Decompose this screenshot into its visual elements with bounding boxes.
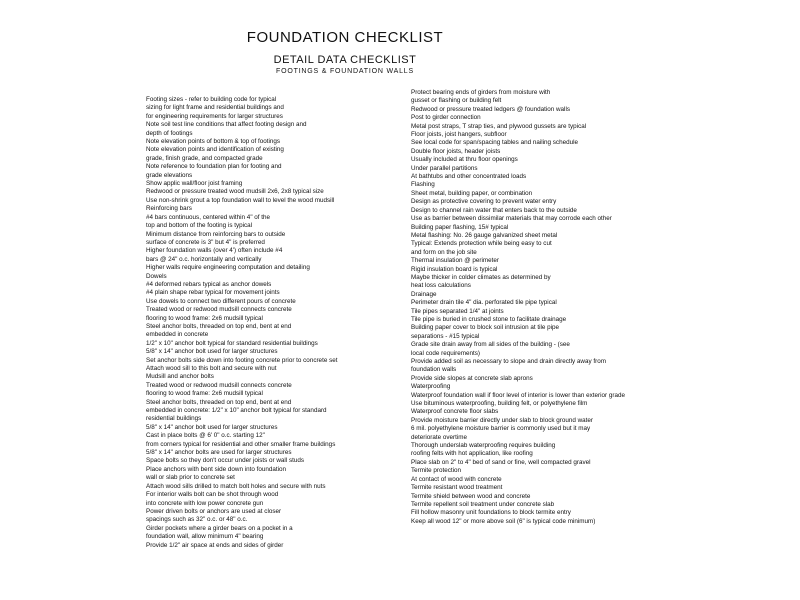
checklist-line: Cast in place bolts @ 6' 0" o.c. starting 12" xyxy=(146,432,265,440)
checklist-line: Maybe thicker in colder climates as determined by xyxy=(411,273,551,281)
checklist-line: Higher walls require engineering computation and detailing xyxy=(146,264,310,272)
checklist-line: At bathtubs and other concentrated loads xyxy=(411,173,527,181)
checklist-line: flooring to wood frame: 2x6 mudsill typical xyxy=(146,314,263,322)
checklist-line: Use bituminous waterproofing, building felt, or polyethylene film xyxy=(411,400,588,408)
checklist-line: Usually included at thru floor openings xyxy=(411,156,518,164)
checklist-line: Higher foundation walls (over 4') often include #4 xyxy=(146,247,283,255)
checklist-line: #4 deformed rebars typical as anchor dowels xyxy=(146,280,272,288)
checklist-line: Waterproofing xyxy=(411,383,451,391)
checklist-line: Grade site drain away from all sides of the building - (see xyxy=(411,341,570,349)
checklist-line: and form on the job site xyxy=(411,248,477,256)
right-column xyxy=(411,89,671,526)
checklist-line: Provide 1/2" air space at ends and sides of girder xyxy=(146,541,284,549)
checklist-line: Termite protection xyxy=(411,467,462,475)
checklist-line: For interior walls bolt can be shot through wood xyxy=(146,491,279,499)
checklist-line: Tile pipes separated 1/4" at joints xyxy=(411,307,504,315)
checklist-line: Girder pockets where a girder bears on a pocket in a xyxy=(146,524,293,532)
checklist-line: Treated wood or redwood mudsill connects concrete xyxy=(146,381,292,389)
checklist-line: Thorough underslab waterproofing requires building xyxy=(411,442,556,450)
checklist-line: Waterproof foundation wall if floor level of interior is lower than exterior grade xyxy=(411,391,625,399)
checklist-line: flooring to wood frame: 2x6 mudsill typical xyxy=(146,390,263,398)
checklist-line: Metal flashing: No. 26 gauge galvanized sheet metal xyxy=(411,231,558,239)
checklist-line: Redwood or pressure treated ledgers @ foundation walls xyxy=(411,105,571,113)
checklist-line: Place anchors with bent side down into foundation xyxy=(146,465,287,473)
checklist-line: for engineering requirements for larger structures xyxy=(146,112,283,120)
checklist-line: Thermal insulation @ perimeter xyxy=(411,257,499,265)
checklist-line: Waterproof concrete floor slabs xyxy=(411,408,499,416)
checklist-line: Design as protective covering to prevent water entry xyxy=(411,198,557,206)
checklist-line: 1/2" x 10" anchor bolt typical for standard residential buildings xyxy=(146,339,318,347)
checklist-line: Tile pipe is buried in crushed stone to facilitate drainage xyxy=(411,315,567,323)
checklist-line: heat loss calculations xyxy=(411,282,471,290)
page-title: FOUNDATION CHECKLIST xyxy=(246,29,444,46)
checklist-line: Termite resistant wood treatment xyxy=(411,484,503,492)
checklist-line: Mudsill and anchor bolts xyxy=(146,373,214,381)
checklist-line: into concrete with low power concrete gun xyxy=(146,499,264,507)
checklist-line: Perimeter drain tile 4" dia. perforated tile pipe typical xyxy=(411,299,557,307)
checklist-line: local code requirements) xyxy=(411,349,480,357)
checklist-line: from corners typical for residential and other smaller frame buildings xyxy=(146,440,336,448)
checklist-line: 5/8" x 14" anchor bolt used for larger structures xyxy=(146,423,278,431)
checklist-line: Termite repellent soil treatment under concrete slab xyxy=(411,500,555,508)
checklist-line: roofing felts with hot application, like roofing xyxy=(411,450,533,458)
checklist-line: Power driven bolts or anchors are used at closer xyxy=(146,507,282,515)
checklist-line: Termite shield between wood and concrete xyxy=(411,492,531,500)
checklist-line: Double floor joists, header joists xyxy=(411,147,501,155)
checklist-line: Minimum distance from reinforcing bars to outside xyxy=(146,230,286,238)
checklist-line: Sheet metal, building paper, or combination xyxy=(411,189,533,197)
checklist-line: Note elevation points and identification of existing xyxy=(146,146,284,154)
checklist-line: Keep all wood 12" or more above soil (6" is typical code minimum) xyxy=(411,517,596,525)
checklist-line: Building paper flashing, 15# typical xyxy=(411,223,509,231)
checklist-line: See local code for span/spacing tables and nailing schedule xyxy=(411,139,578,147)
checklist-line: Provide moisture barrier directly under slab to block ground water xyxy=(411,416,593,424)
checklist-line: grade, finish grade, and compacted grade xyxy=(146,154,263,162)
checklist-line: Use non-shrink grout a top foundation wall to level the wood mudsill xyxy=(146,196,335,204)
checklist-line: foundation wall, allow minimum 4" bearing xyxy=(146,533,264,541)
checklist-line: deteriorate overtime xyxy=(411,433,467,441)
checklist-line: Dowels xyxy=(146,272,167,280)
left-column xyxy=(146,96,408,550)
checklist-line: Post to girder connection xyxy=(411,114,481,122)
checklist-line: Attach wood sill to this bolt and secure with nut xyxy=(146,365,277,372)
checklist-line: Steel anchor bolts, threaded on top end, bent at end xyxy=(146,322,292,330)
page-subtitle: DETAIL DATA CHECKLIST xyxy=(273,54,417,66)
checklist-line: Show applic wall/floor joist framing xyxy=(146,180,243,188)
checklist-line: Place slab on 2" to 4" bed of sand or fine, well compacted gravel xyxy=(411,458,591,466)
checklist-line: separations - #15 typical xyxy=(411,332,480,340)
checklist-line: Set anchor bolts side down into footing concrete prior to concrete set xyxy=(146,356,338,364)
checklist-line: At contact of wood with concrete xyxy=(411,475,502,483)
checklist-line: Reinforcing bars xyxy=(146,205,192,213)
checklist-line: sizing for light frame and residential buildings and xyxy=(146,104,284,112)
checklist-line: 6 mil. polyethylene moisture barrier is commonly used but it may xyxy=(411,425,591,433)
checklist-line: Rigid insulation board is typical xyxy=(411,265,498,273)
checklist-line: grade elevations xyxy=(146,171,193,179)
checklist-line: Space bolts so they don't occur under joists or wall studs xyxy=(146,457,305,465)
checklist-line: bars @ 24" o.c. horizontally and vertically xyxy=(146,255,262,263)
checklist-line: gusset or flashing or building felt xyxy=(411,97,502,105)
checklist-line: foundation walls xyxy=(411,366,457,374)
checklist-line: Design to channel rain water that enters back to the outside xyxy=(411,206,577,214)
checklist-line: spacings such as 32" o.c. or 48" o.c. xyxy=(146,516,248,524)
checklist-line: Provide added soil as necessary to slope and drain directly away from xyxy=(411,358,606,365)
checklist-line: Protect bearing ends of girders from moisture with xyxy=(411,89,551,96)
checklist-line: Footing sizes - refer to building code for typical xyxy=(146,96,277,103)
checklist-line: Under parallel partitions xyxy=(411,164,478,172)
checklist-line: Attach wood sills drilled to match bolt holes and secure with nuts xyxy=(146,482,326,490)
checklist-line: top and bottom of the footing is typical xyxy=(146,222,253,230)
checklist-line: Redwood or pressure treated wood mudsill 2x6, 2x8 typical size xyxy=(146,188,324,196)
checklist-line: Fill hollow masonry unit foundations to block termite entry xyxy=(411,509,571,517)
checklist-line: surface of concrete is 3" but 4" is preferred xyxy=(146,238,265,246)
checklist-line: Building paper cover to block soil intrusion at tile pipe xyxy=(411,324,560,332)
checklist-line: Note reference to foundation plan for footing and xyxy=(146,163,282,171)
section-heading: FOOTINGS & FOUNDATION WALLS xyxy=(276,68,414,75)
checklist-line: Steel anchor bolts, threaded on top end, bent at end xyxy=(146,398,292,406)
checklist-line: wall or slab prior to concrete set xyxy=(146,474,235,482)
checklist-line: embedded in concrete xyxy=(146,331,209,339)
checklist-line: Floor joists, joist hangers, subfloor xyxy=(411,131,507,139)
checklist-line: Typical: Extends protection while being easy to cut xyxy=(411,240,552,248)
checklist-line: 5/8" x 14" anchor bolts are used for larger structures xyxy=(146,449,292,457)
checklist-line: Note soil test line conditions that affect footing design and xyxy=(146,121,307,129)
checklist-line: Treated wood or redwood mudsill connects concrete xyxy=(146,306,292,314)
checklist-line: Use as barrier between dissimilar materials that may corrode each other xyxy=(411,215,612,223)
checklist-line: #4 plain shape rebar typical for movement joints xyxy=(146,289,280,297)
checklist-line: Flashing xyxy=(411,181,435,189)
checklist-line: 5/8" x 14" anchor bolt used for larger structures xyxy=(146,348,278,356)
checklist-line: Note elevation points of bottom & top of footings xyxy=(146,138,281,146)
checklist-line: depth of footings xyxy=(146,129,193,137)
checklist-line: residential buildings xyxy=(146,415,202,423)
checklist-line: Metal post straps, T strap ties, and plywood gussets are typical xyxy=(411,122,587,130)
checklist-line: Use dowels to connect two different pours of concrete xyxy=(146,297,296,305)
checklist-line: #4 bars continuous, centered within 4" of the xyxy=(146,213,271,221)
checklist-line: Drainage xyxy=(411,290,437,298)
checklist-line: Provide side slopes at concrete slab aprons xyxy=(411,374,533,382)
checklist-line: embedded in concrete: 1/2" x 10" anchor bolt typical for standard xyxy=(146,407,327,415)
